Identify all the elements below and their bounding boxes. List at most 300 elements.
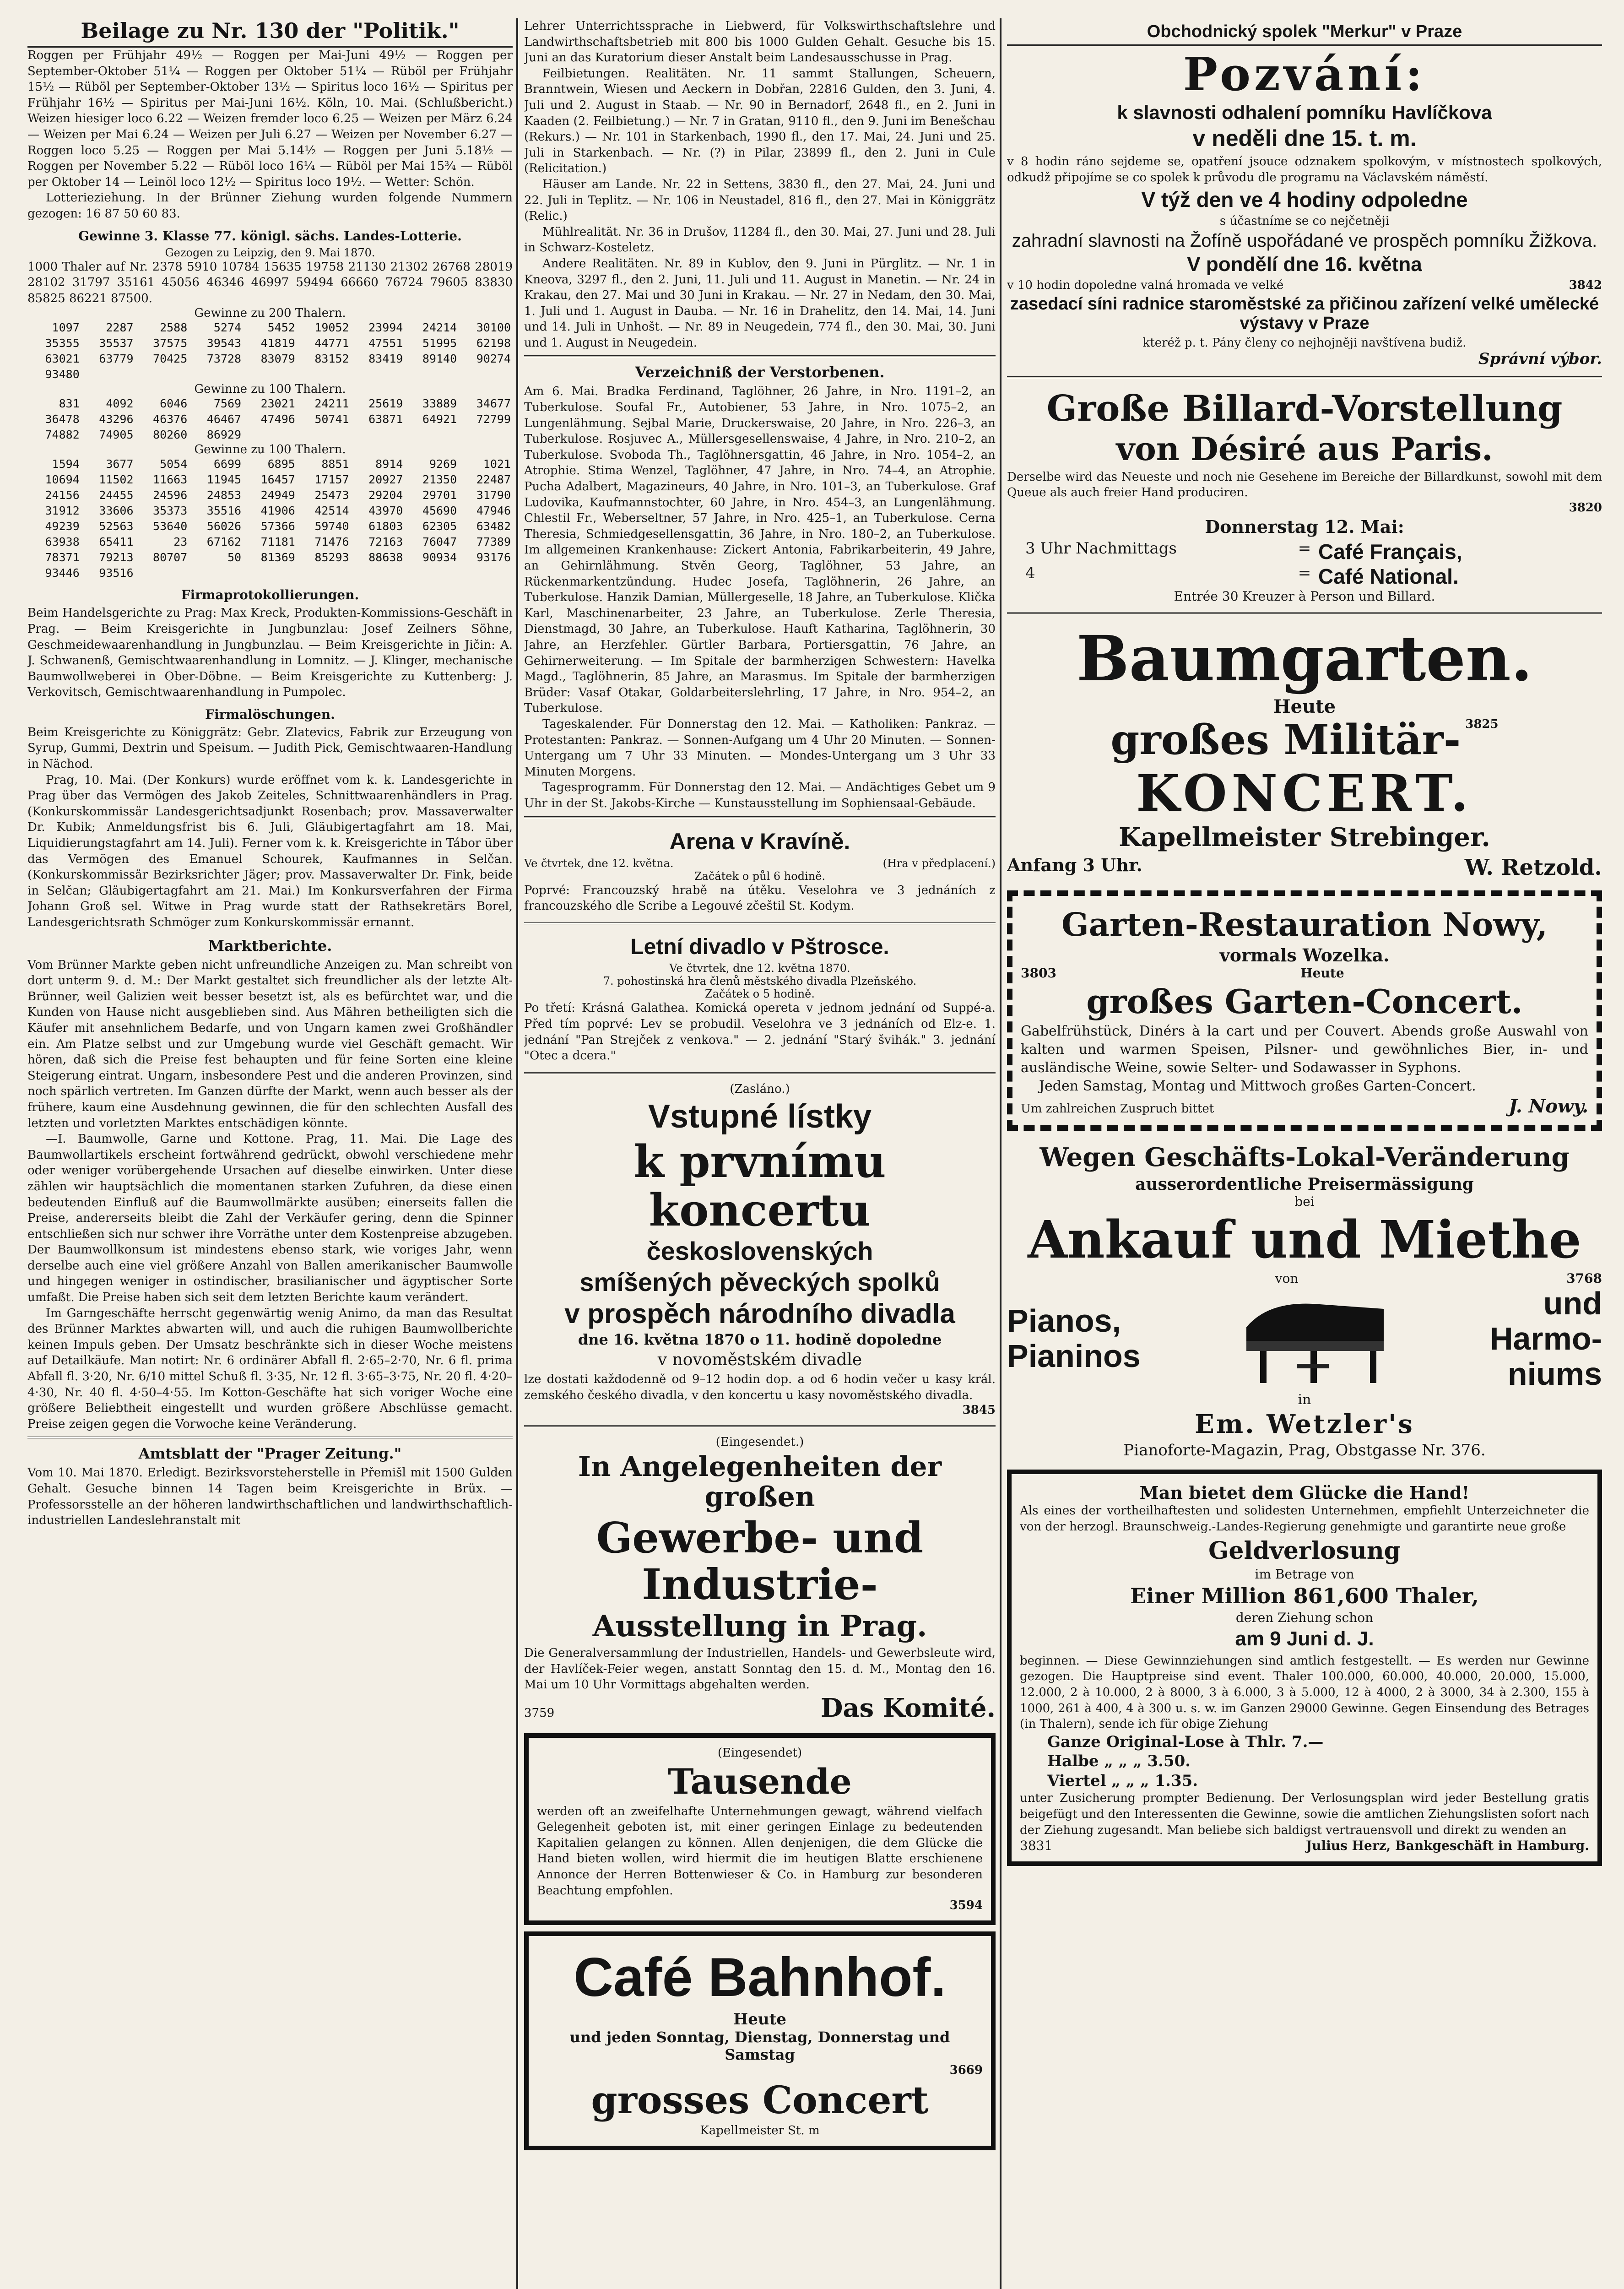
lottery-number: 65411: [99, 535, 134, 549]
lottery-number: [81, 367, 135, 382]
lottery-number: 85293: [314, 551, 349, 564]
lose-half: Halbe „ „ „ 3.50.: [1047, 1752, 1191, 1771]
lottery-number: 51995: [422, 336, 457, 350]
lottery-number: 1097: [52, 321, 80, 335]
number-row: [27, 320, 513, 336]
pianos-left: [1007, 1303, 1141, 1374]
ankauf-number: 3768: [1566, 1270, 1602, 1286]
billard-date: Donnerstag 12. Mai:: [1205, 516, 1404, 537]
lottery-number: 46376: [153, 412, 188, 426]
lottery-number: 74882: [45, 428, 80, 442]
ankauf-row: [1007, 1271, 1602, 1286]
lottery-number: 72163: [368, 535, 403, 549]
vstupne-line6: dne 16. května 1870 o 11. hodině dopoledne: [578, 1331, 942, 1349]
pianos-label: Pianos,: [1007, 1303, 1121, 1339]
cafe-number: 3669: [949, 2063, 983, 2077]
glueck-title: Man bietet dem Glücke die Hand!: [1139, 1482, 1470, 1503]
g200-title: Gewinne zu 200 Thalern.: [194, 306, 346, 320]
pozvani-sub: k slavnosti odhalení pomníku Havlíčkova: [1117, 102, 1492, 123]
tausende-eingesendet: (Eingesendet): [717, 1746, 802, 1760]
market-reports: Roggen per Frühjahr 49½ — Roggen per Mai-Juni 49½ — Roggen per September-Oktober 51¼ — Roggen per Oktober 51¼ — Rüböl per Frühjahr 15½ — Rüböl per September-Oktober 13½ — Spiritus loco 16½ — Spiritus per Frühjahr 16½ — Spiritus per Mai-Juni 16½. Köln, 10. Mai. (Schlußbericht.) Weizen hiesiger loco 6.22 — Weizen fremder loco 6.25 — Weizen per März 6.24 — Weizen per Mai 6.24 — Weizen per Juli 6.27 — Weizen per November 6.27 — Roggen loco 5.25 — Roggen per Mai 5.14½ — Roggen per Juni 5.18½ — Roggen per November 5.22 — Rüböl loco 16¼ — Rüböl per Mai 15¾ — Rüböl per Oktober 14 — Leinöl loco 12½ — Spiritus loco 19½. — Wetter: Schön.: [27, 49, 513, 189]
tagesprog-text: Tagesprogramm. Für Donnerstag den 12. Mai. — Andächtiges Gebet um 9 Uhr in der St. Jakobs-Kirche — Kunstausstellung im Sophiensaal-Gebäude.: [524, 781, 996, 810]
lottery-number: 37575: [153, 336, 188, 350]
vstupne-line2: k prvnímu koncertu: [633, 1136, 886, 1236]
lottery-number: 63779: [99, 352, 134, 366]
number-row: [27, 351, 513, 367]
harmo-label-1: Harmo-: [1489, 1320, 1602, 1356]
lottery-number: 73728: [206, 352, 242, 366]
zased-text: zasedací síni radnice staroměstské za přičinou zařízení velké umělecké výstavy v Praze: [1010, 294, 1599, 333]
column-rule: [516, 18, 518, 2289]
markt-text: Vom Brünner Markte geben nicht unfreundliche Anzeigen zu. Man schreibt von dort unterm 9. d. M.: Der Markt gestaltet sich freundlicher als der letzte Alt-Brünner, weil Galizien weit besser besetzt ist, als es befürchtet war, und die Kunden von Hause nicht ausgeblieben sind. Aus Mähren betheiligten sich die Käufer mit ansehnlichem Bedarfe, und von Ungarn kamen zwei Großhändler ein. Am Platze selbst und zur Umgebung wurde viel Geschäft gemacht. Wir hören, daß sich die Preise fest behaupten und für feine Sorten eine kleine Steigerung eintrat. Ungarn, insbesondere Pest und die anderen Provinzen, sind noch spärlich vertreten. Im Ganzen dürfte der Markt, wenn auch besser als der frühere, kaum eine Ausdehnung gewinnen, die für den schlechten Ausfall des letzten und vorletzten Marktes entschädigen könnte.: [27, 958, 513, 1130]
lottery-number: 61803: [368, 520, 403, 533]
firm-title: Firmaprotokollierungen.: [181, 587, 359, 603]
herz-signature: Julius Herz, Bankgeschäft in Hamburg.: [1305, 1838, 1589, 1854]
pianos-row: [1007, 1286, 1602, 1392]
herz-footer: [1020, 1838, 1589, 1853]
pondeli-number: 3842: [1569, 278, 1602, 293]
lottery-number: 41906: [260, 504, 295, 518]
baumgarten-footer: [1007, 855, 1602, 880]
verstorb-text: Am 6. Mai. Bradka Ferdinand, Taglöhner, 26 Jahre, in Nro. 1191–2, an Tuberkulose. Soufal Fr., Autobiener, 53 Jahre, in Nro. 1075–2, an Lungenlähmung. Sejbal Marie, Druckerswaise, 20 Jahre, in Nro. 226–3, an Tuberkulose. Rosjuvec A., Müllersgesellenswaise, 4 Jahre, in Nro. 210–2, an Tuberkulose. Svoboda Th., Taglöhnersgattin, 46 Jahre, in Nro. 1054–2, an Atrophie. Stima Wenzel, Taglöhner, 47 Jahre, in Nro. 74–4, an Atrophie. Pucha Adalbert, Magazineurs, 40 Jahre, in Nro. 101–3, an Tuberkulose. Graf Ludovika, Kaufmannstochter, 60 Jahre, in Nro. 454–3, an Lungenlähmung. Chlestil Fr., Weberseltner, 57 Jahre, in Nro. 425–1, an Tuberkulose. Cerna Theresia, Schmiedgesellensgattin, 36 Jahre, in Nro. 180–2, an Tuberkulose. Im allgemeinen Krankenhause: Zickert Antonia, Fabrikarbeiterin, 49 Jahre, an Gehirnlähmung. Stvěn Georg, Taglöhner, 53 Jahre, an Rückenmarkentzündung. Hudec Josefa, Taglöhnerin, 26 Jahre, an Tuberkulose. Hanzik Damian, Müllergeselle, 18 Jahre, an Tuberkulose. Klička Karl, Maschinenarbeiter, 23 Jahre, an Tuberkulose. Zerle Theresia, Dienstmagd, 30 Jahre, an Tuberkulose. Hauft Katharina, Taglöhnerin, 30 Jahre, an Herzfehler. Gürtler Barbara, Portiersgattin, 76 Jahre, an Gehirnerweiterung. — Im Spitale der barmherzigen Schwestern: Havelka Magd., Taglöhnerin, 85 Jahre, an Marasmus. Im Spitale der barmherzigen Brüder: Vasaf Otakar, Goldarbeiterslehrling, 17 Jahre, in Nro. 954–2, an Tuberkulose.: [524, 385, 996, 716]
letni-date: Ve čtvrtek, dne 12. května 1870.: [669, 962, 850, 975]
garten-title: Garten-Restauration Nowy,: [1061, 905, 1548, 944]
pianinos-label: Pianinos: [1007, 1338, 1141, 1374]
vstupne-text: lze dostati každodenně od 9–12 hodin dop. a od 6 hodin večer u kasy král. zemského českého divadla, v den koncertu u kasy novoměstského divadla.: [524, 1372, 996, 1402]
zaslano-label: (Zasláno.): [730, 1082, 790, 1096]
baumgarten-military: großes Militär-: [1110, 716, 1461, 765]
lottery-number: [297, 367, 351, 382]
lottery-number: 50741: [314, 412, 349, 426]
lottery-number: 39543: [206, 336, 242, 350]
lottery-number: 43970: [368, 504, 403, 518]
lottery-number: 64921: [422, 412, 457, 426]
gewerbe-signature: Das Komité.: [820, 1692, 996, 1723]
garten-heute: Heute: [1300, 965, 1344, 981]
g200-table: [27, 320, 513, 382]
merkur-ad: [1007, 18, 1602, 372]
lottery-number: 86929: [206, 428, 242, 442]
lottery-number: 93480: [45, 368, 80, 381]
billard-cafe-2: Café National.: [1318, 564, 1459, 588]
pianos-right: [1490, 1286, 1602, 1392]
lottery-number: 7569: [213, 397, 242, 411]
pozvani-title: Pozvání:: [1183, 47, 1426, 101]
lottery-number: 11945: [206, 473, 242, 487]
arena-note: (Hra v předplacení.): [882, 857, 996, 870]
arena-start: Začátek o půl 6 hodině.: [694, 869, 826, 883]
eingesendet-label: (Eingesendet.): [715, 1435, 804, 1449]
harmo-label-2: niums: [1507, 1356, 1602, 1392]
lottery-number: 11502: [99, 473, 134, 487]
lottery-number: [243, 565, 297, 581]
number-row: [27, 336, 513, 351]
number-row: [27, 412, 513, 427]
billard-time-2: 4: [1025, 564, 1035, 582]
lottery-number: 52563: [99, 520, 134, 533]
wetzler-name: Em. Wetzler's: [1195, 1409, 1414, 1439]
lottery-number: 16457: [260, 473, 295, 487]
lottery-number: 22487: [476, 473, 511, 487]
garten-text: Gabelfrühstück, Dinérs à la cart und per Couvert. Abends große Auswahl von kalten und warmen Speisen, Pilsner- und gewöhnliches Bier, in- und ausländische Weine, sowie Selter- und Sodawasser in Syphons.: [1021, 1023, 1588, 1076]
arena-date-row: [524, 857, 996, 870]
garten-subtitle: vormals Wozelka.: [1219, 944, 1390, 966]
number-row: [27, 367, 513, 382]
million-label: Einer Million 861,600 Thaler,: [1130, 1583, 1479, 1608]
konkurs-text: Prag, 10. Mai. (Der Konkurs) wurde eröffnet vom k. k. Landesgerichte in Prag über das Vermögen des Jakob Zeiteles, Schnittwaarenhändlers in Prag. (Konkurskommissär Landesgerichtsadjunkt Rosenbach; prov. Massaverwalter Dr. Kubik; Anmeldungsfrist bis 6. Juli, Gläubigertagfahrt am 18. Mai, Liquidierungstagfahrt am 14. Juli). Ferner vom k. k. Kreisgerichte in Tábor über das Vermögen des Emanuel Schourek, Kaufmannes in Selčan. (Konkurskommissär Bezirksrichter Jäger; prov. Massaverwalter Dr. Fink, beide in Selčan; Gläubigertagfahrt am 21. Mai.) Im Konkursverfahren der Firma Johann Groß sel. Witwe in Prag wurde statt der Rathsekretärs Borel, Landesgerichtsrath Schmöger zum Konkurskommissär ernannt.: [27, 773, 513, 929]
number-row: [27, 534, 513, 550]
billard-cafe-1: Café Français,: [1318, 539, 1462, 564]
lottery-number: 1021: [483, 457, 511, 471]
lottery-number: 9269: [429, 457, 457, 471]
school-text: Lehrer Unterrichtssprache in Liebwerd, für Volkswirthschaftslehre und Landwirthschaftsbetrieb mit 800 bis 1000 Gulden Gehalt. Gesuche bis 15. Juni an das Kuratorium dieser Anstalt beim Landesausschusse in Prag.: [524, 19, 996, 65]
lose-list: [1020, 1732, 1589, 1791]
lottery-number: 76047: [422, 535, 457, 549]
vybor-signature: Správní výbor.: [1478, 349, 1602, 368]
lottery-number: [297, 565, 351, 581]
tageskal-text: Tageskalender. Für Donnerstag den 12. Mai. — Katholiken: Pankraz. — Protestanten: Pankraz. — Sonnen-Aufgang um 4 Uhr 20 Minuten. — Sonnen-Untergang um 7 Uhr 33 Minuten. — Mondes-Untergang um 3 Uhr 33 Minuten Morgens.: [524, 717, 996, 779]
cafe-days: und jeden Sonntag, Dienstag, Donnerstag und Samstag: [569, 2029, 950, 2064]
wegen-bei: bei: [1294, 1193, 1315, 1209]
lottery-ad: [1007, 1470, 1602, 1866]
lottery-number: 77389: [476, 535, 511, 549]
baumgarten-signature: W. Retzold.: [1464, 854, 1602, 880]
lottery-number: 93516: [99, 566, 134, 580]
vstupne-line7: v novoměstském divadle: [657, 1350, 862, 1369]
lottery-number: 47496: [260, 412, 295, 426]
lottery-number: [459, 427, 513, 443]
merkur-header: Obchodnický spolek "Merkur" v Praze: [1007, 22, 1602, 46]
tausende-number: 3594: [949, 1898, 983, 1913]
und-label: und: [1543, 1285, 1602, 1321]
vstupne-line4: smíšených pěveckých spolků: [579, 1267, 940, 1296]
lottery-number: 33606: [99, 504, 134, 518]
letni-title: Letní divadlo v Pštrosce.: [630, 934, 889, 959]
baumgarten-number: 3825: [1465, 717, 1499, 732]
lottery-number: 25473: [314, 488, 349, 502]
separator: [524, 1425, 996, 1427]
lottery-number: 24949: [260, 488, 295, 502]
separator: [524, 1072, 996, 1074]
andere-text: Andere Realitäten. Nr. 89 in Kublov, den 9. Juni in Pürglitz. — Nr. 1 in Kneova, 3297 fl., den 2. Juni, 11. Juli und 11. August in Manetin. — Nr. 24 in Krakau, den 27. Mai und 30 Juni in Krakau. — Nr. 27 in Nedam, den 30. Mai, 1. Juli und 1. August in Dauba. — Nr. 16 in Drahelitz, den 14. Mai, 14. Juni und 14. Juli in Unhošt. — Nr. 89 in Neugedein, 774 fl., den 30. Mai, 30. Juni und 1. August in Neugedein.: [524, 256, 996, 350]
ankauf-title: Ankauf und Miethe: [1028, 1210, 1581, 1270]
lottery-number: 6699: [213, 457, 242, 471]
lottery-number: 83079: [260, 352, 295, 366]
separator: [1007, 612, 1602, 614]
lottery-number: 31912: [45, 504, 80, 518]
baumgarten-military-row: [1007, 717, 1602, 763]
lottery-number: 23994: [368, 321, 403, 335]
lottery-number: 70425: [153, 352, 188, 366]
lottery-number: 30100: [476, 321, 511, 335]
number-row: [27, 565, 513, 581]
firmaloeschung-title: Firmalöschungen.: [205, 706, 335, 722]
lottery-number: 47551: [368, 336, 403, 350]
lottery-number: [459, 565, 513, 581]
gewerbe-line1: In Angelegenheiten der großen: [578, 1451, 942, 1513]
baumgarten-kapellmeister: Kapellmeister Strebinger.: [1119, 822, 1490, 853]
lottery-number: 63021: [45, 352, 80, 366]
separator: [524, 816, 996, 818]
wegen-title: Wegen Geschäfts-Lokal-Veränderung: [1039, 1142, 1570, 1173]
baumgarten-heute: Heute: [1273, 696, 1336, 718]
lottery-number: 29204: [368, 488, 403, 502]
amtsblatt-title: Amtsblatt der "Prager Zeitung.": [138, 1445, 402, 1463]
left-column: [27, 18, 513, 2289]
firm-text: Beim Handelsgerichte zu Prag: Max Kreck, Produkten-Kommissions-Geschäft in Prag. — Beim Kreisgerichte in Jungbunzlau: Josef Zeilners Söhne, Geschmeidewaarenhandlung in Jungbunzlau. — Beim Kreisgerichte in Jičin: A. J. Schwanenß, Gemischtwaarenhandlung in Lomnitz. — J. Klinger, mechanische Baumwollweberei in Ober-Döbne. — Beim Kreisgerichte zu Kuttenberg: J. Verkovitsch, Gemischtwaarenhandlung in Pumpolec.: [27, 606, 513, 700]
lottery-number: 35373: [153, 504, 188, 518]
nedele-title: v neděli dne 15. t. m.: [1192, 125, 1417, 152]
lottery-number: 71181: [260, 535, 295, 549]
glueck-text: Als eines der vortheilhaftesten und solidesten Unternehmen, empfiehlt Unterzeichneter die von der herzogl. Braunschweig.-Landes-Regierung genehmigte und garantirte neue große: [1020, 1504, 1589, 1534]
realitaet-text: Feilbietungen. Realitäten. Nr. 11 sammt Stallungen, Scheuern, Branntwein, Wiesen und Aeckern in Dobřan, 22816 Gulden, den 3. Juni, 4. Juli und 2. August in Staab. — Nr. 90 in Bernadorf, 2648 fl., en 2. Juni in Kaaden (2. Feilbietung.) — Nr. 7 in Gratan, 9110 fl., den 9. Juni im Benešchau (Rekurs.) — Nr. 101 in Starkenbach, 1990 fl., den 17. Mai, 24. Juni und 25. Juli in Starkenbach. — Nr. (?) in Pilar, 23899 fl., den 2. Juni in Cule (Relicitation.): [524, 66, 996, 176]
lottery-number: 83152: [314, 352, 349, 366]
garten-number: 3803: [1021, 965, 1056, 981]
garten-sig-pre: Um zahlreichen Zuspruch bittet: [1021, 1102, 1214, 1116]
lottery-number: 42514: [314, 504, 349, 518]
baumgarten-anfang: Anfang 3 Uhr.: [1007, 854, 1142, 875]
lottery-number: 50: [227, 551, 242, 564]
cafe-bahnhof-ad: [524, 1931, 996, 2150]
lottery-number: 2588: [160, 321, 188, 335]
number-row: [27, 456, 513, 472]
glueck-text-2: beginnen. — Diese Gewinnziehungen sind amtlich festgestellt. — Es werden nur Gewinne gezogen. Die Hauptpreise sind event. Thaler 100.000, 60.000, 40.000, 20.000, 15.000, 12.000, 2 à 10.000, 2 à 8000, 3 à 6.000, 3 à 5.000, 12 à 4000, 2 à 3000, 34 à 2.300, 155 à 1000, 261 à 400, 4 à 300 u. s. w. im Ganzen 29000 Gewinne. Gegen Einsendung des Betrages (in Thalern), sende ich für obige Ziehung: [1020, 1654, 1589, 1731]
vstupne-number: 3845: [962, 1403, 996, 1417]
baumgarten-koncert: KONCERT.: [1136, 764, 1473, 823]
lottery-number: 47946: [476, 504, 511, 518]
lottery-number: 35537: [99, 336, 134, 350]
juni-label: am 9 Juni d. J.: [1235, 1627, 1374, 1650]
lottery-number: 46467: [206, 412, 242, 426]
garten-footer: [1021, 1096, 1588, 1117]
lottery-number: 25619: [368, 397, 403, 411]
lottery-number: 24596: [153, 488, 188, 502]
billard-text: Derselbe wird das Neueste und noch nie Gesehene im Bereiche der Billardkunst, sowohl mit dem Queue als auch freier Hand produciren.: [1007, 470, 1602, 500]
amtsblatt-text: Vom 10. Mai 1870. Erledigt. Bezirksvorsteherstelle in Přemišl mit 1500 Gulden Gehalt. Gesuche binnen 14 Tagen beim Kreisgerichte in Brüx. — Professorsstelle an der höheren landwirthschaftlichen und landwirthschaftlich-industriellen Landeslehranstalt mit: [27, 1466, 513, 1528]
separator: [524, 922, 996, 924]
lottery-title: Gewinne 3. Klasse 77. königl. sächs. Landes-Lotterie.: [78, 228, 462, 244]
lottery-number: 57366: [260, 520, 295, 533]
lottery-number: 90934: [422, 551, 457, 564]
tausende-title: Tausende: [668, 1761, 852, 1802]
lottery-number: 35355: [45, 336, 80, 350]
billard-title: Große Billard-Vorstellung: [1046, 387, 1563, 429]
lottery-number: 93446: [45, 566, 80, 580]
g100-title: Gewinne zu 100 Thalern.: [194, 382, 346, 396]
markt-title: Marktberichte.: [208, 937, 332, 955]
lottery-1000: 1000 Thaler auf Nr. 2378 5910 10784 15635 19758 21130 21302 26768 28019 28102 31797 35161 45056 46346 46997 59494 66660 76724 79605 83830 85825 86221 87500.: [27, 260, 513, 305]
masthead: Beilage zu Nr. 130 der "Politik.": [27, 18, 513, 48]
wegen-sub: ausserordentliche Preisermässigung: [1135, 1174, 1474, 1194]
lottery-number: 5054: [160, 457, 188, 471]
geldverlosung-title: Geldverlosung: [1208, 1536, 1401, 1565]
lottery-number: 6895: [267, 457, 295, 471]
pondeli-title: V pondělí dne 16. května: [1187, 253, 1422, 276]
number-row: [27, 488, 513, 503]
ankauf-von: von: [1275, 1270, 1299, 1286]
lottery-number: 81369: [260, 551, 295, 564]
garten-concert: großes Garten-Concert.: [1086, 982, 1523, 1021]
lottery-number: 67162: [206, 535, 242, 549]
lottery-number: 89140: [422, 352, 457, 366]
lottery-number: 80707: [153, 551, 188, 564]
glueck-number: 3831: [1020, 1838, 1053, 1854]
lottery-intro: Lotterieziehung. In der Brünner Ziehung wurden folgende Nummern gezogen: 16 87 50 60 83.: [27, 191, 513, 221]
lottery-number: [405, 367, 459, 382]
lottery-number: 20927: [368, 473, 403, 487]
billard-equals-2: =: [1298, 564, 1311, 582]
lottery-number: 44771: [314, 336, 349, 350]
gewerbe-line3: Ausstellung in Prag.: [592, 1609, 927, 1644]
billard-equals-1: =: [1298, 539, 1311, 558]
lottery-number: 63938: [45, 535, 80, 549]
arena-ad: [524, 823, 996, 918]
arena-text: Poprvé: Francouzský hrabě na útěku. Veselohra ve 3 jednáních z francouzského dle Scribe a Legouvé zčeštil St. Kodym.: [524, 883, 996, 913]
letni-sub: 7. pohostinská hra členů městského divadla Plzeňského.: [603, 975, 917, 988]
separator: [524, 355, 996, 357]
garten-row: [1021, 966, 1588, 981]
wetzler-address: Pianoforte-Magazin, Prag, Obstgasse Nr. 376.: [1123, 1441, 1486, 1460]
lottery-number: 5452: [267, 321, 295, 335]
tausende-ad: [524, 1733, 996, 1925]
lottery-number: 74905: [99, 428, 134, 442]
lottery-number: [243, 367, 297, 382]
nedele-text: v 8 hodin ráno sejdeme se, opatření jsouce odznakem spolkovým, v místnostech spolkových, odkudž připojíme se co spolek k průvodu dle programu na Václavském náměstí.: [1007, 155, 1602, 184]
separator: [27, 1437, 513, 1438]
glueck-text-3: unter Zusicherung prompter Bedienung. Der Verlosungsplan wird jeder Bestellung gratis beigefügt und den Interessenten die Gewinne, sowie die amtlichen Ziehungslisten sofort nach der Ziehung zugesandt. Man beliebe sich baldigst vertrauensvoll und direkt zu wenden an: [1020, 1791, 1589, 1837]
lottery-number: 62305: [422, 520, 457, 533]
lottery-number: [189, 565, 243, 581]
pondeli-text: v 10 hodin dopoledne valná hromada ve velké: [1007, 278, 1284, 293]
lottery-number: 90274: [476, 352, 511, 366]
lottery-number: 11663: [153, 473, 188, 487]
haeuser-text: Häuser am Lande. Nr. 22 in Settens, 3830 fl., den 27. Mai, 24. Juni und 22. Juli in Teplitz. — Nr. 106 in Neustadel, 816 fl., den 27. Mai in Königgrätz (Relic.): [524, 177, 996, 223]
lottery-number: 1594: [52, 457, 80, 471]
column-rule: [1000, 18, 1001, 2289]
lottery-number: 79213: [99, 551, 134, 564]
lose-quarter: Viertel „ „ „ 1.35.: [1047, 1771, 1198, 1790]
gewerbe-line2: Gewerbe- und Industrie-: [596, 1513, 924, 1609]
zased-text-2: kteréž p. t. Pány členy co nejhojněji navštívena budiž.: [1142, 336, 1467, 350]
gewerbe-footer: [524, 1693, 996, 1723]
lottery-number: 24214: [422, 321, 457, 335]
lottery-number: 72799: [476, 412, 511, 426]
lottery-number: 8851: [321, 457, 349, 471]
number-row: [27, 519, 513, 534]
garten-signature: J. Nowy.: [1509, 1096, 1588, 1117]
separator: [1007, 376, 1602, 378]
wetzler-in: in: [1298, 1391, 1311, 1408]
lottery-number: 41819: [260, 336, 295, 350]
right-column: [1007, 18, 1602, 2289]
letni-start: Začátek o 5 hodině.: [705, 987, 815, 1001]
letni-ad: [524, 929, 996, 1068]
tausende-text: werden oft an zweifelhafte Unternehmungen gewagt, während vielfach Gelegenheit geboten ist, mit einer geringen Einlage zu bedeutenden Kapitalien gelangen zu können. Allen denjenigen, die dem Glücke die Hand bieten wollen, wird hiermit die im heutigen Blatte erschienene Annonce der Herren Bottenwieser & Co. in Hamburg zur besonderen Beachtung empfohlen.: [537, 1804, 983, 1898]
number-row: [27, 503, 513, 519]
lottery-number: 80260: [153, 428, 188, 442]
lottery-number: 78371: [45, 551, 80, 564]
lottery-number: [189, 367, 243, 382]
lottery-number: 17157: [314, 473, 349, 487]
lottery-number: [297, 427, 351, 443]
vstupne-line3: československých: [646, 1237, 873, 1266]
vstupne-line1: Vstupné lístky: [648, 1098, 872, 1135]
lottery-number: 63871: [368, 412, 403, 426]
lottery-number: 24853: [206, 488, 242, 502]
lottery-number: [351, 565, 405, 581]
lottery-number: 49239: [45, 520, 80, 533]
number-row: [27, 472, 513, 488]
billard-time-1: 3 Uhr Nachmittags: [1025, 539, 1177, 558]
lottery-number: 34677: [476, 397, 511, 411]
lottery-number: 93176: [476, 551, 511, 564]
garten-text-2: Jeden Samstag, Montag und Mittwoch großes Garten-Concert.: [1039, 1078, 1476, 1095]
garten-ad: [1007, 890, 1602, 1131]
baumwolle-text: —I. Baumwolle, Garne und Kottone. Prag, 11. Mai. Die Lage des Baumwollartikels erscheint fortwährend gedrückt, obwohl verschiedene mehr oder weniger vorübergehende Ursachen auf dieselbe einwirken. Unter diese zählen wir hauptsächlich die momentanen starken Zufuhren, da diese einen bedeutenden Einfluß auf die Baumwollmärkte ausüben; einerseits fallen die Preise, andererseits bleibt die Zahl der Verkäufer gering, denn die Spinner entschließen sich nur schwer ihre Vorräthe unter dem Kostenpreise abzugeben. Der Baumwollkonsum ist mindestens ebenso stark, wie voriges Jahr, wenn derselbe auch eine viel größere Anzahl von Ballen amerikanischer Baumwolle und hingegen weniger in ostindischer, brasilianischer und ägyptischer Sorte umfaßt. Die Preise haben sich seit dem letzten Berichte kaum verändert.: [27, 1132, 513, 1305]
vstupne-ad: [524, 1079, 996, 1421]
lottery-number: 4092: [106, 397, 134, 411]
tyz-sub: s účastníme se co nejčetněji: [1219, 214, 1390, 228]
verstorb-title: Verzeichniß der Verstorbenen.: [635, 363, 885, 381]
lottery-number: 33889: [422, 397, 457, 411]
tyz-title: V týž den ve 4 hodiny odpoledne: [1141, 188, 1468, 212]
lottery-number: 36478: [45, 412, 80, 426]
lottery-number: 24455: [99, 488, 134, 502]
lottery-number: 19052: [314, 321, 349, 335]
arena-date: Ve čtvrtek, dne 12. května.: [524, 857, 674, 870]
lottery-number: 21350: [422, 473, 457, 487]
lottery-number: 23021: [260, 397, 295, 411]
number-row: [27, 427, 513, 443]
cafe-concert: grosses Concert: [591, 2078, 929, 2123]
lottery-number: [135, 565, 189, 581]
lottery-number: 45690: [422, 504, 457, 518]
cafe-kapellmeister: Kapellmeister St. m: [700, 2124, 820, 2138]
lottery-number: 43296: [99, 412, 134, 426]
pondeli-row: [1007, 278, 1602, 292]
lottery-number: [243, 427, 297, 443]
lottery-number: 71476: [314, 535, 349, 549]
lottery-number: 2287: [106, 321, 134, 335]
lottery-number: [135, 367, 189, 382]
lottery-number: 3677: [106, 457, 134, 471]
lottery-number: [351, 427, 405, 443]
lottery-number: 8914: [375, 457, 403, 471]
lottery-number: 23: [173, 535, 188, 549]
billard-times: [1007, 539, 1602, 589]
gewerbe-text: Die Generalversammlung der Industriellen, Handels- und Gewerbsleute wird, der Havlíček-Feier wegen, anstatt Sonntag den 15. d. M., Montag den 16. Mai um 10 Uhr Vormittags abgehalten werden.: [524, 1646, 996, 1692]
lottery-number: 56026: [206, 520, 242, 533]
lottery-number: 24211: [314, 397, 349, 411]
lottery-number: 24156: [45, 488, 80, 502]
lose-full: Ganze Original-Lose à Thlr. 7.—: [1047, 1732, 1324, 1751]
cafe-title: Café Bahnhof.: [574, 1947, 946, 2008]
arena-title: Arena v Kravíně.: [669, 828, 850, 854]
billard-subtitle: von Désiré aus Paris.: [1116, 429, 1493, 468]
grand-piano-illustration: [1242, 1291, 1388, 1387]
number-row: [27, 550, 513, 565]
garn-text: Im Garngeschäfte herrscht gegenwärtig wenig Animo, da man das Resultat des Brünner Marktes abwarten will, und auch die ruhigen Baumwollberichte keinen Impuls geben. Der Umsatz beschränkte sich in dieser Woche meistens auf Detailkäufe. Man notirt: Nr. 6 ordinärer Abfall fl. 2·65–2·70, Nr. 6 fl. prima Abfall fl. 3·20, Nr. 6/10 mittel Schuß fl. 3·35, Nr. 12 fl. 3·65–3·75, Nr. 20 fl. 4·20–4·30, Nr. 40 fl. 4·50–4·55. Im Kotton-Geschäfte hat sich voriger Woche eine größere Beliebtheit eingestellt und wurden größere Abschlüsse gemacht. Preise zeigen gegen die Vorwoche keine Veränderung.: [27, 1306, 513, 1431]
lottery-number: 29701: [422, 488, 457, 502]
beginnt-label: deren Ziehung schon: [1235, 1610, 1374, 1626]
muehl-text: Mühlrealität. Nr. 36 in Drušov, 11284 fl., den 30. Mai, 27. Juni und 28. Juli in Schwarz-Kosteletz.: [524, 225, 996, 255]
lottery-number: 31790: [476, 488, 511, 502]
billard-number: 3820: [1569, 500, 1602, 515]
lottery-number: 83419: [368, 352, 403, 366]
lottery-number: [351, 367, 405, 382]
lottery-number: 63482: [476, 520, 511, 533]
lottery-number: 6046: [160, 397, 188, 411]
